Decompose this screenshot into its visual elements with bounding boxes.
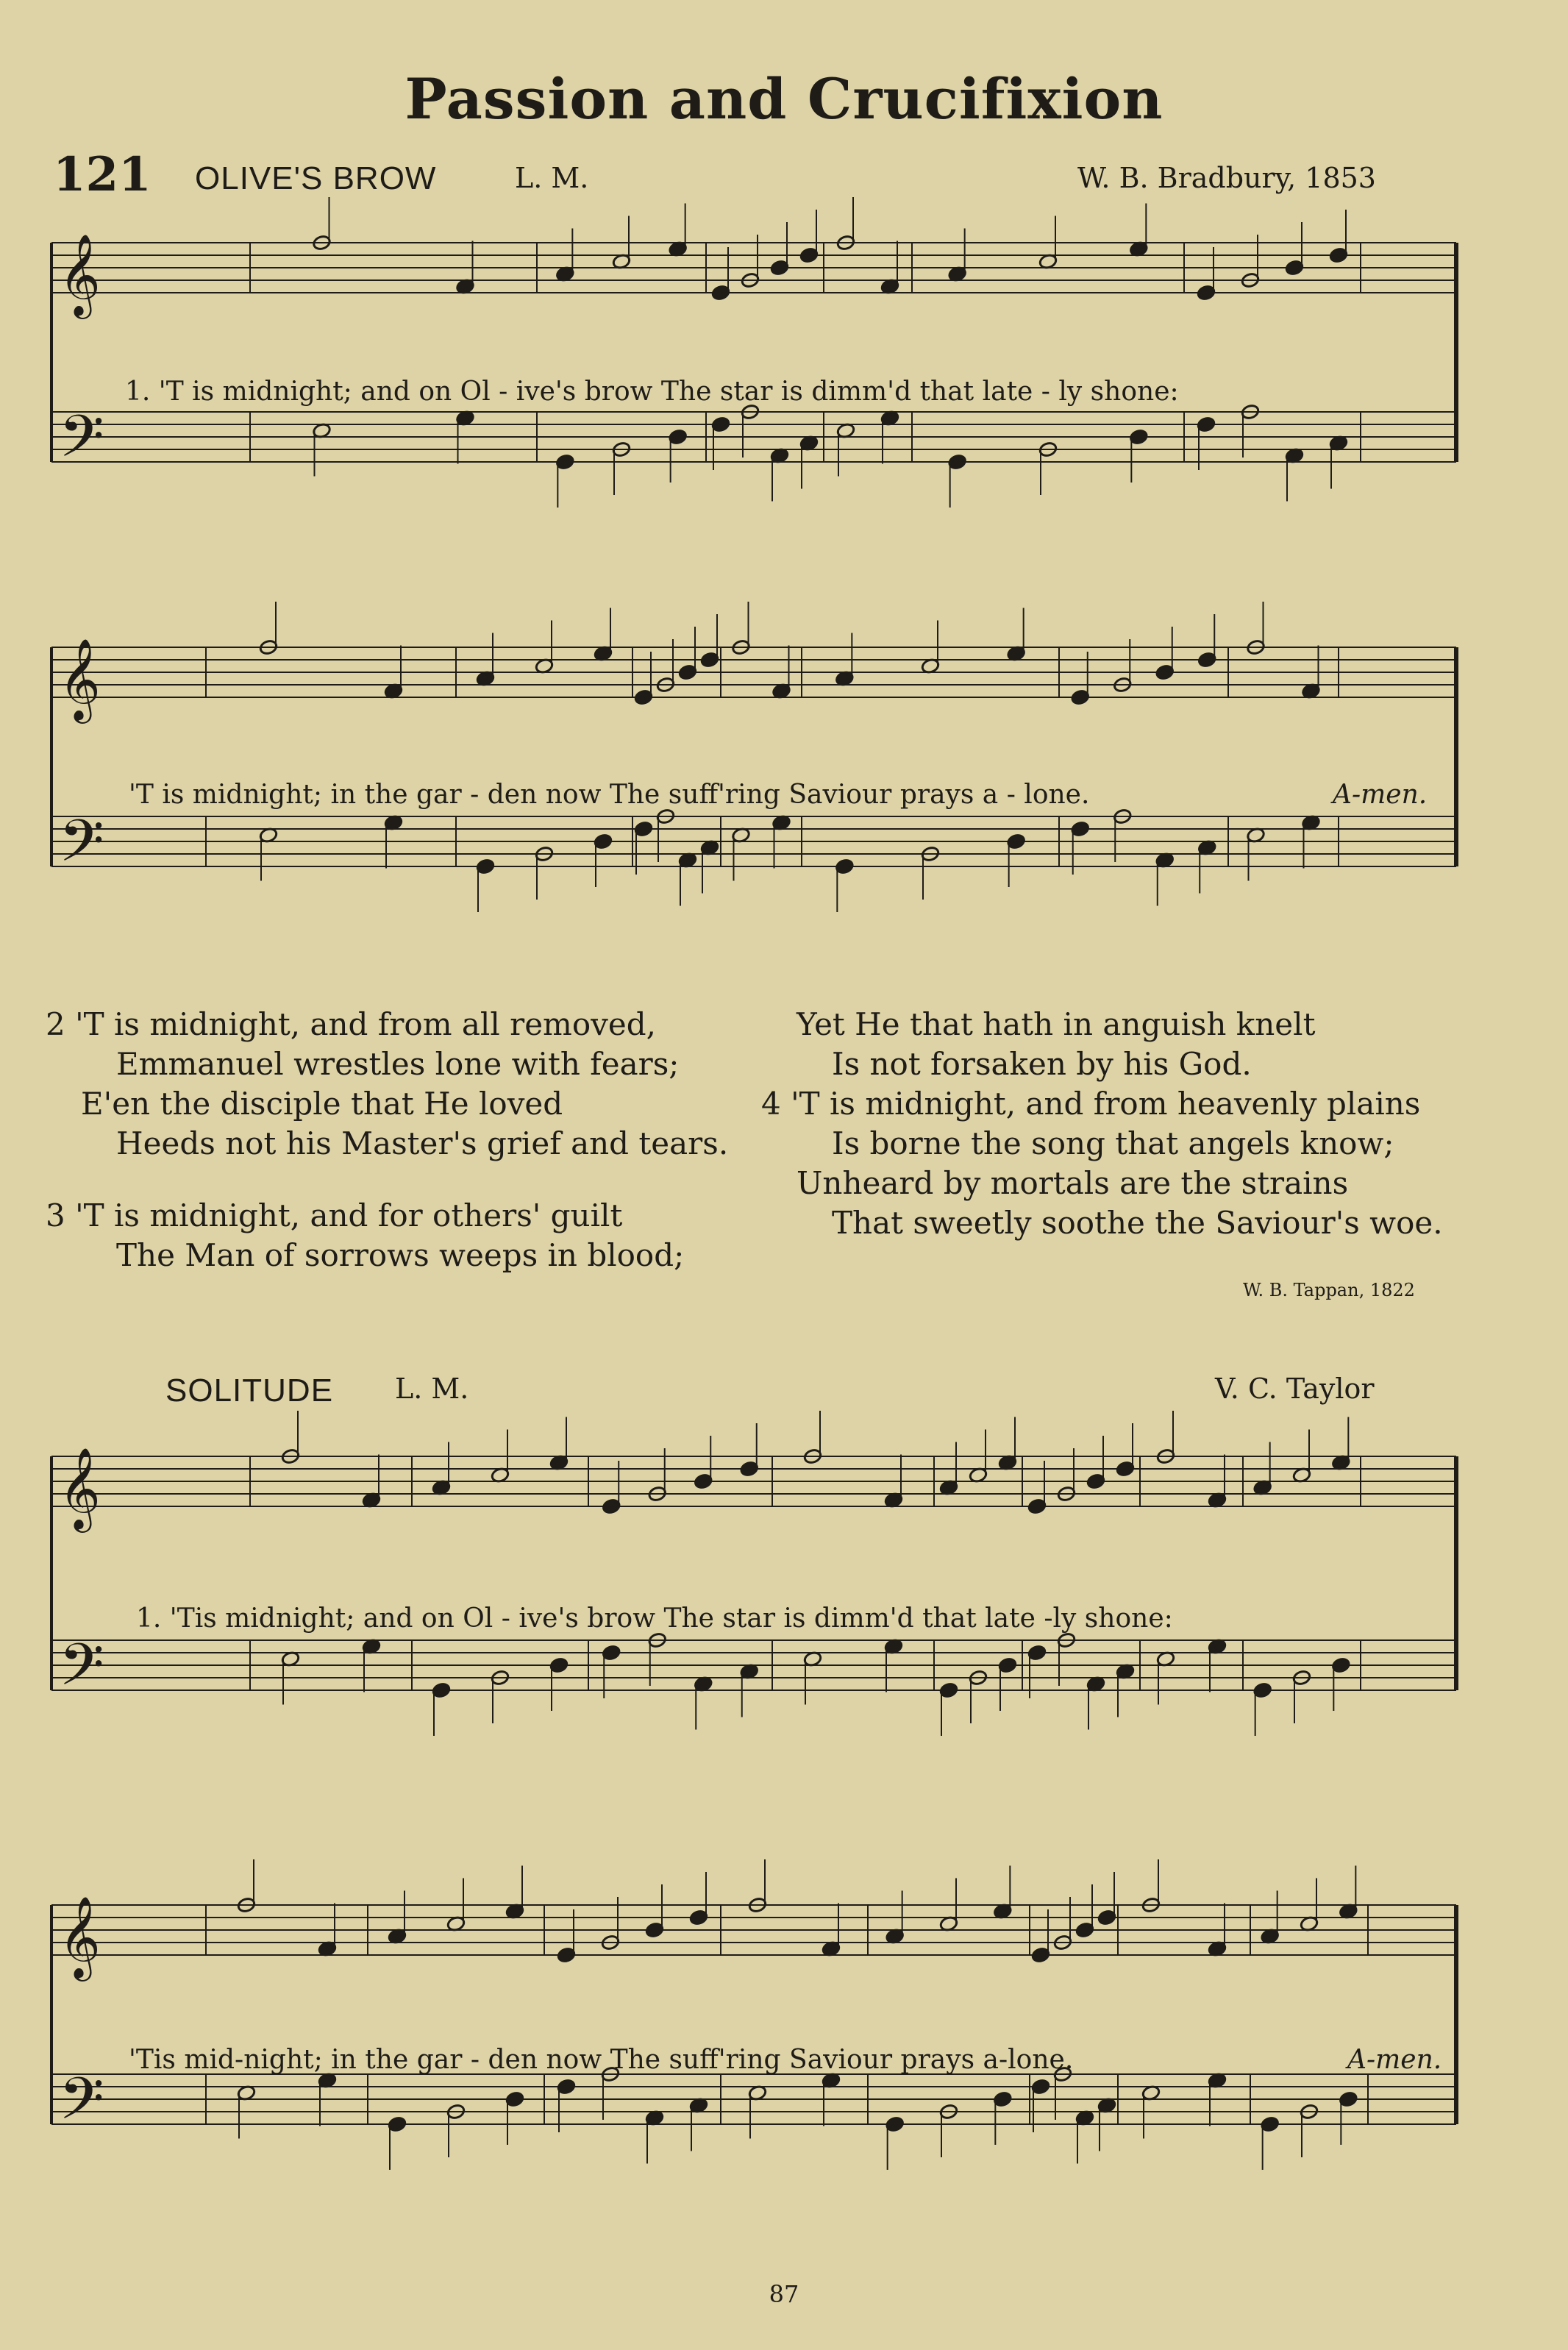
bass-staff (51, 402, 1456, 508)
verse-column-left (46, 1005, 728, 1275)
verse-3-line-3: Yet He that hath in anguish knelt (797, 1006, 1316, 1042)
verse-4-line-2: Is borne the song that angels know; (832, 1125, 1394, 1161)
treble-staff (51, 1411, 1456, 1533)
verse-column-right (761, 1005, 1443, 1243)
bass-staff (51, 2065, 1456, 2170)
treble-clef-icon: 𝄞 (59, 233, 101, 316)
section-title: Passion and Crucifixion (405, 66, 1163, 132)
page-number: 87 (769, 2280, 799, 2308)
treble-clef-icon: 𝄞 (59, 638, 101, 720)
verse-2-line-1: 2 'T is midnight, and from all removed, (46, 1006, 656, 1042)
meter-hymn1: L. M. (515, 162, 589, 194)
underlay-line-3: 1. 'Tis midnight; and on Ol - ive's brow The star is dimm'd that late -ly shone: (136, 1603, 1173, 1634)
bass-clef-icon: 𝄢 (59, 2065, 104, 2147)
treble-staff (51, 602, 1456, 724)
amen-hymn2: A-men. (1347, 2045, 1442, 2075)
underlay-line-4: 'Tis mid-night; in the gar - den now The suff'ring Saviour prays a-lone. (129, 2045, 1074, 2075)
text-credit-hymn1: W. B. Tappan, 1822 (1243, 1280, 1415, 1300)
verse-4-line-4: That sweetly soothe the Saviour's woe. (832, 1205, 1443, 1241)
meter-hymn2: L. M. (395, 1372, 469, 1405)
hymn-number: 121 (53, 147, 152, 202)
bass-staff (51, 807, 1456, 912)
composer-hymn2: V. C. Taylor (1215, 1372, 1375, 1405)
music-system-3 (44, 1434, 1464, 1846)
treble-clef-icon: 𝄞 (59, 1447, 101, 1529)
amen-hymn1: A-men. (1333, 780, 1428, 810)
verse-3-line-4: Is not forsaken by his God. (832, 1046, 1252, 1082)
composer-hymn1: W. B. Bradbury, 1853 (1077, 162, 1376, 194)
verse-2-line-4: Heeds not his Master's grief and tears. (116, 1125, 729, 1161)
treble-staff (51, 197, 1456, 319)
tune-name-olives-brow: OLIVE'S BROW (195, 160, 437, 196)
verse-4-line-3: Unheard by mortals are the strains (797, 1165, 1349, 1201)
verse-4-line-1: 4 'T is midnight, and from heavenly plains (761, 1086, 1421, 1122)
underlay-line-2: 'T is midnight; in the gar - den now The suff'ring Saviour prays a - lone. (129, 780, 1090, 810)
verse-2-line-2: Emmanuel wrestles lone with fears; (116, 1046, 680, 1082)
verse-3-line-1: 3 'T is midnight, and for others' guilt (46, 1197, 623, 1233)
verse-3-line-2: The Man of sorrows weeps in blood; (116, 1237, 685, 1273)
tune-name-solitude: SOLITUDE (165, 1372, 334, 1409)
treble-staff (51, 1859, 1456, 1982)
bass-staff (51, 1631, 1456, 1736)
verse-2-line-3: E'en the disciple that He loved (81, 1086, 563, 1122)
treble-clef-icon: 𝄞 (59, 1895, 101, 1978)
underlay-line-1: 1. 'T is midnight; and on Ol - ive's brow The star is dimm'd that late - ly shone: (125, 377, 1179, 407)
bass-clef-icon: 𝄢 (59, 1631, 104, 1713)
bass-clef-icon: 𝄢 (59, 807, 104, 889)
bass-clef-icon: 𝄢 (59, 402, 104, 485)
